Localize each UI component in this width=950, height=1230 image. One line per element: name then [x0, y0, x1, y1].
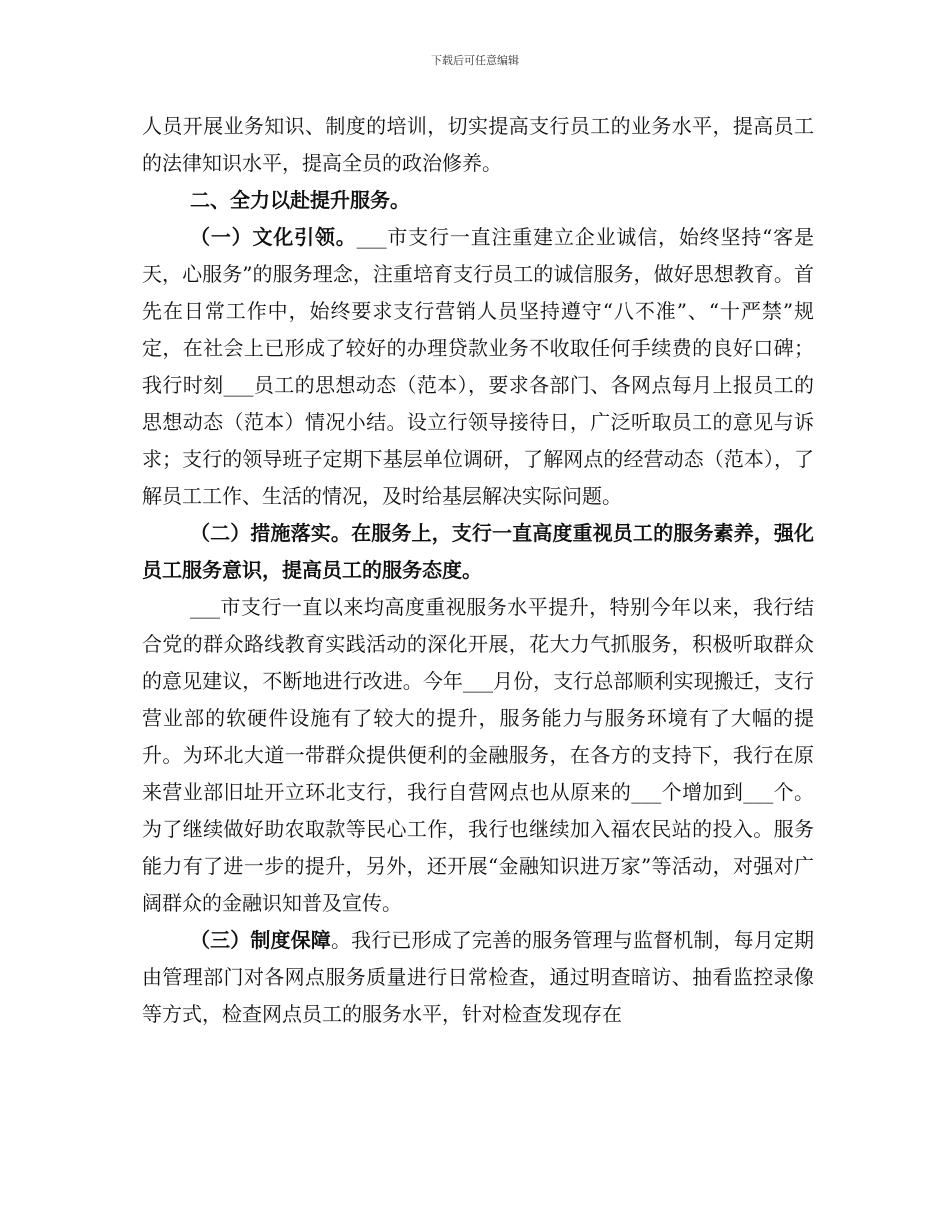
paragraph-service-improvement: ___市支行一直以来均高度重视服务水平提升，特别今年以来，我行结合党的群众路线教育实践活动的深化开展，花大力气抓服务，积极听取群众的意见建议，不断地进行改进。今年___月份，支行总部顺利实现搬迁，支行营业部的软硬件设施有了较大的提升，服务能力与服务环境有了大幅的提升。为环北大道一带群众提供便利的金融服务，在各方的支持下，我行在原来营业部旧址开立环北支行，我行自营网点也从原来的___个增加到___个。为了继续做好助农取款等民心工作，我行也继续加入福农民站的投入。服务能力有了进一步的提升，另外，还开展“金融知识进万家”等活动，对强对广阔群众的金融识知普及宣传。: [142, 595, 814, 915]
subheading-system: （三）制度保障: [190, 928, 331, 952]
paragraph-culture-body: ___市支行一直注重建立企业诚信，始终坚持“客是天，心服务”的服务理念，注重培育支行员工的诚信服务，做好思想教育。首先在日常工作中，始终要求支行营销人员坚持遵守“八不准”、“十严禁”规定，在社会上已形成了较好的办理贷款业务不收取任何手续费的良好口碑；我行时刻___员工的思想动态（范本），要求各部门、各网点每月上报员工的思想动态（范本）情况小结。设立行领导接待日，广泛听取员工的意见与诉求；支行的领导班子定期下基层单位调研，了解网点的经营动态（范本），了解员工工作、生活的情况，及时给基层解决实际问题。: [142, 225, 814, 508]
paragraph-training: 人员开展业务知识、制度的培训，切实提高支行员工的业务水平，提高员工的法律知识水平，提高全员的政治修养。: [142, 114, 814, 175]
document-body: [142, 108, 814, 1033]
paragraph-measures: （二）措施落实。在服务上，支行一直高度重视员工的服务素养，强化员工服务意识，提高员工的服务态度。: [142, 521, 814, 582]
paragraph-system: [142, 922, 814, 1033]
section-heading-service: 二、全力以赴提升服务。: [190, 188, 410, 212]
page-header: 下载后可任意编辑: [431, 54, 519, 67]
subheading-culture: （一）文化引领。: [190, 225, 357, 249]
paragraph-system-body: 。我行已形成了完善的服务管理与监督机制，每月定期由管理部门对各网点服务质量进行日常检查，通过明查暗访、抽看监控录像等方式，检查网点员工的服务水平，针对检查发现存在: [142, 928, 815, 1026]
paragraph-culture: [142, 219, 814, 515]
